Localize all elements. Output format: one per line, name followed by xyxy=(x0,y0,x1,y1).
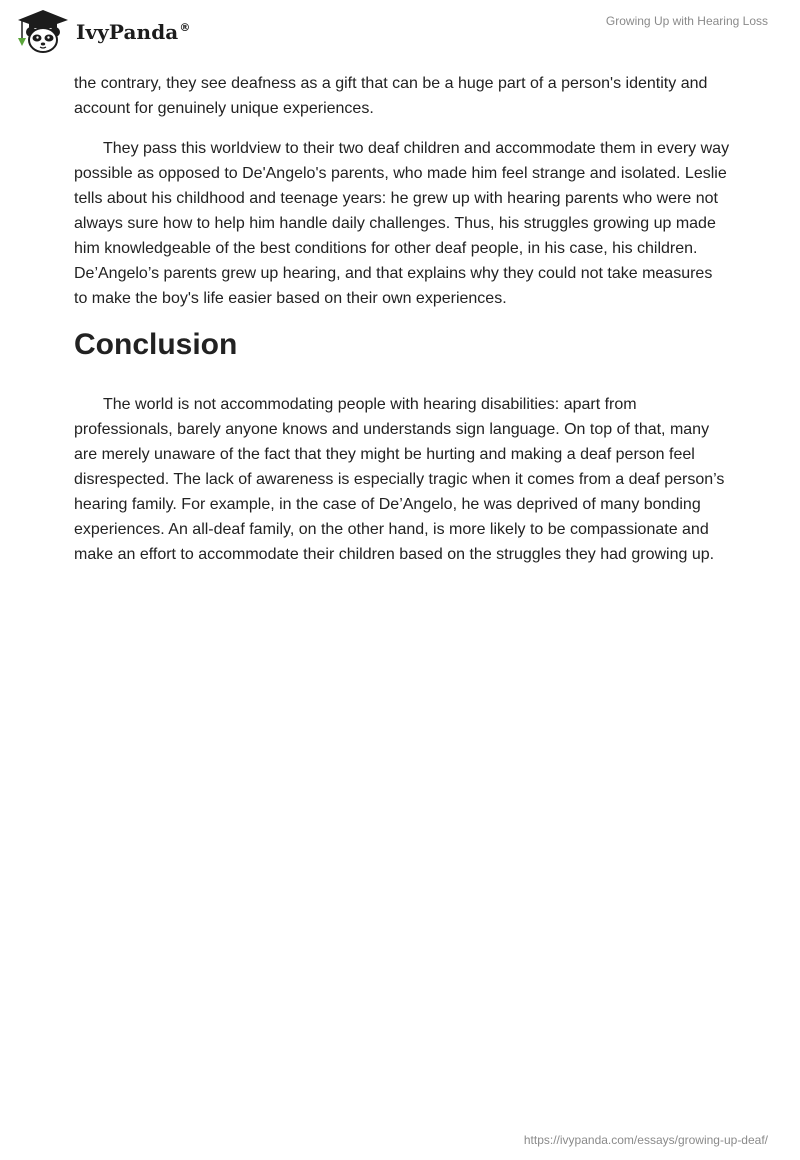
source-url[interactable]: https://ivypanda.com/essays/growing-up-deaf/ xyxy=(523,1133,768,1147)
paragraph-conclusion: The world is not accommodating people with hearing disabilities: apart from professionals, barely anyone knows and understands sign language. On top of that, many are merely unaware of the fact that they might be hurting and making a deaf person feel disrespected. The lack of awareness is especially tragic when it comes from a deaf person’s hearing family. For example, in the case of De’Angelo, he was deprived of many bonding experiences. An all-deaf family, on the other hand, is more likely to be compassionate and make an effort to accommodate their children based on the struggles they had growing up. xyxy=(74,396,725,563)
paragraph-continued: the contrary, they see deafness as a gift that can be a huge part of a person's identity and account for genuinely unique experiences. xyxy=(74,75,708,117)
essay-content xyxy=(74,71,730,567)
running-title: Growing Up with Hearing Loss xyxy=(605,14,768,28)
logo-wordmark: IvyPanda® xyxy=(76,20,191,44)
panda-graduate-icon xyxy=(14,8,72,54)
page-header xyxy=(0,0,800,64)
ivypanda-logo[interactable] xyxy=(14,8,190,54)
paragraph-worldview: They pass this worldview to their two deaf children and accommodate them in every way possible as opposed to De'Angelo's parents, who made him feel strange and isolated. Leslie tells about his childhood and teenage years: he grew up with hearing parents who were not always sure how to help him handle daily challenges. Thus, his struggles growing up made him knowledgeable of the best conditions for other deaf people, in his case, his children. De’Angelo’s parents grew up hearing, and that explains why they could not take measures to make the boy's life easier based on their own experiences. xyxy=(74,140,730,307)
conclusion-heading: Conclusion xyxy=(74,328,238,361)
registered-mark: ® xyxy=(179,21,191,35)
